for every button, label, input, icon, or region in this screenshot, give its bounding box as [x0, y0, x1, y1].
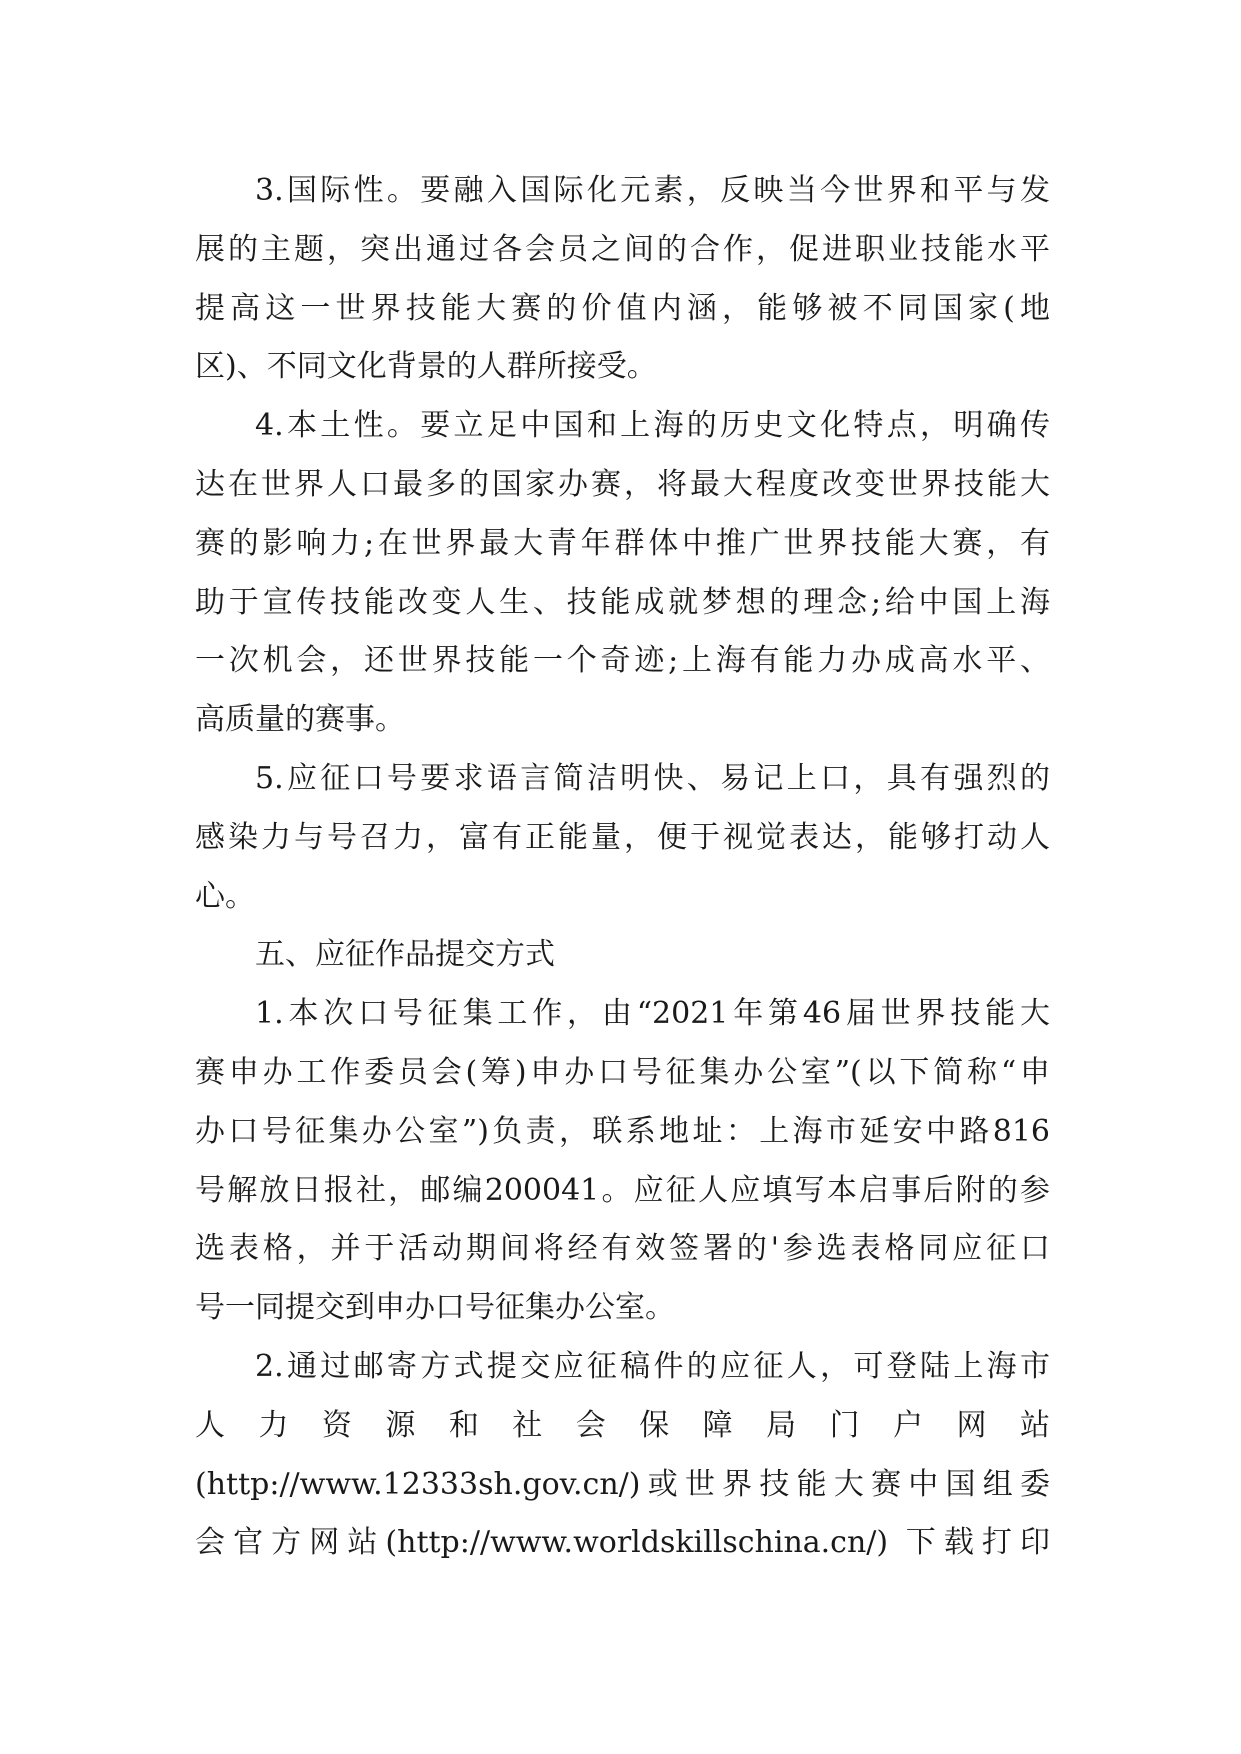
submission-paragraph-1-line-4: 号解放日报社，邮编200041。应征人应填写本启事后附的参: [195, 1172, 1050, 1208]
paragraph-4-line-1: 4.本土性。要立足中国和上海的历史文化特点，明确传: [255, 408, 1050, 444]
submission-paragraph-1-line-3: 办口号征集办公室”)负责，联系地址：上海市延安中路816: [195, 1113, 1050, 1149]
submission-paragraph-1-line-5: 选表格，并于活动期间将经有效签署的'参选表格同应征口: [195, 1231, 1050, 1267]
paragraph-4-line-3: 赛的影响力;在世界最大青年群体中推广世界技能大赛，有: [195, 525, 1050, 561]
paragraph-3-line-4: 区)、不同文化背景的人群所接受。: [195, 349, 657, 385]
paragraph-3-line-2: 展的主题，突出通过各会员之间的合作，促进职业技能水平: [195, 231, 1050, 267]
submission-paragraph-2-line-4: 会官方网站(http://www.worldskillschina.cn/) 下载打印: [195, 1525, 1050, 1561]
paragraph-4-line-6: 高质量的赛事。: [195, 702, 405, 738]
paragraph-4-line-2: 达在世界人口最多的国家办赛，将最大程度改变世界技能大: [195, 466, 1050, 502]
paragraph-5-line-3: 心。: [195, 878, 255, 914]
paragraph-4-line-4: 助于宣传技能改变人生、技能成就梦想的理念;给中国上海: [195, 584, 1050, 620]
paragraph-5-line-1: 5.应征口号要求语言简洁明快、易记上口，具有强烈的: [255, 760, 1050, 796]
submission-paragraph-1-line-1: 1.本次口号征集工作，由“2021年第46届世界技能大: [255, 996, 1050, 1032]
paragraph-5-line-2: 感染力与号召力，富有正能量，便于视觉表达，能够打动人: [195, 819, 1050, 855]
submission-paragraph-1-line-2: 赛申办工作委员会(筹)申办口号征集办公室”(以下简称“申: [195, 1054, 1050, 1090]
paragraph-4-line-5: 一次机会，还世界技能一个奇迹;上海有能力办成高水平、: [195, 643, 1050, 679]
paragraph-3-line-1: 3.国际性。要融入国际化元素，反映当今世界和平与发: [255, 173, 1050, 208]
submission-paragraph-2-line-3: (http://www.12333sh.gov.cn/)或世界技能大赛中国组委: [195, 1466, 1050, 1502]
document-body: [195, 162, 1050, 1573]
submission-paragraph-2-line-1: 2.通过邮寄方式提交应征稿件的应征人，可登陆上海市: [255, 1348, 1050, 1384]
submission-paragraph-1-line-6: 号一同提交到申办口号征集办公室。: [195, 1290, 675, 1326]
section-heading: 五、应征作品提交方式: [255, 937, 555, 973]
submission-paragraph-2-line-2: 人 力 资 源 和 社 会 保 障 局 门 户 网 站: [195, 1407, 1050, 1443]
paragraph-3-line-3: 提高这一世界技能大赛的价值内涵，能够被不同国家(地: [195, 290, 1050, 326]
